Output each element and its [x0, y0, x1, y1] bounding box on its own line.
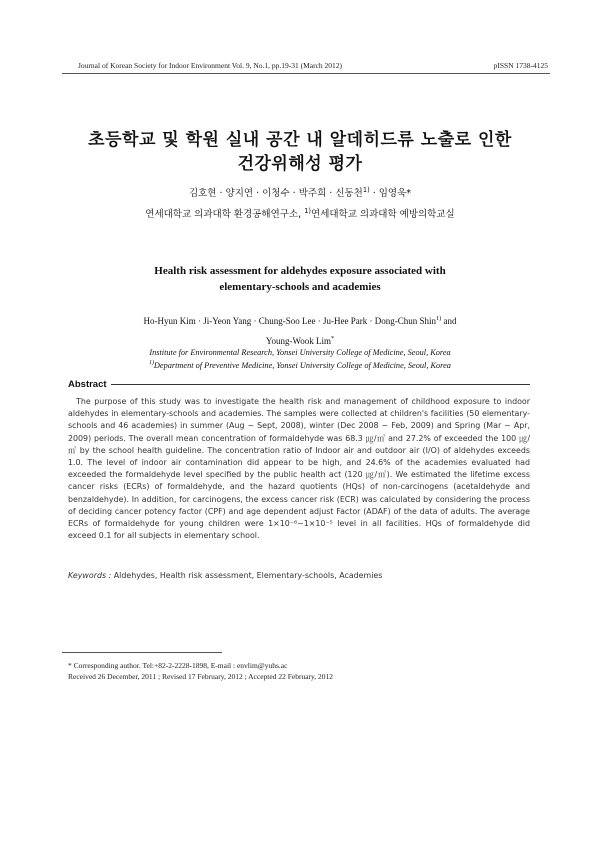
korean-affiliation	[40, 206, 560, 220]
english-affil-line2: Department of Preventive Medicine, Yonsei University College of Medicine, Seoul, Korea	[153, 360, 451, 370]
abstract-text: The purpose of this study was to investigate the health risk and management of childhood exposure to indoor aldehydes in elementary-schools and academies. The samples were collected at children's facilities (50 elementary-schools and 46 academies) in summer (Aug ~ Sept, 2008), winter (Dec 2008 ~ Feb, 2009) and Spring (Mar ~ Apr, 2009) periods. The overall mean concentration of formaldehyde was 68.3 ㎍/㎥ and 27.2% of exceeded the 100 ㎍/㎥ by the school health guideline. The concentration ratio of Indoor air and outdoor air (I/O) of aldehydes exceeds 1.0. The level of indoor air contamination did appear to be high, and 24.6% of the academies evaluated had exceeded the formaldehyde level specified by the public health act (120 ㎍/㎥). We estimated the lifetime excess cancer risks (ECRs) of formaldehyde, and the hazard quotients (HQs) of non-carcinogens (acetaldehyde and benzaldehyde). In addition, for carcinogens, the excess cancer risk (ECR) was calculated by considering the process of deciding cancer potency factor (CPF) and age dependent adjust Factor (ADAF) of the data of adults. The average ECRs of formaldehyde for young children were 1×10⁻⁶~1×10⁻⁵ level in all facilities. HQs of formaldehyde did exceed 0.1 for all subjects in elementary school.	[68, 397, 530, 541]
korean-authors-text: 김호현 · 양지연 · 이청수 · 박주희 · 신동천	[188, 188, 363, 199]
english-affil-line2-wrap	[60, 358, 540, 371]
english-authors-and: and	[441, 316, 457, 326]
abstract-label: Abstract	[68, 378, 107, 390]
abstract-heading	[68, 377, 530, 391]
footnote-divider	[62, 652, 222, 653]
korean-authors-last: · 임영욱*	[369, 188, 412, 199]
english-authors-sup: 1)	[436, 315, 442, 322]
header-divider	[62, 73, 550, 74]
korean-affil-sup: 1)	[304, 206, 312, 215]
english-authors-line1	[60, 310, 540, 330]
english-affiliation	[60, 347, 540, 371]
received-dates: Received 26 December, 2011 ; Revised 17 February, 2012 ; Accepted 22 February, 2012	[68, 672, 334, 681]
english-title	[60, 263, 540, 295]
english-affil-line1: Institute for Environmental Research, Yonsei University College of Medicine, Seoul, Korea	[149, 348, 451, 357]
abstract-divider	[111, 384, 530, 385]
issn-header: pISSN 1738-4125	[493, 61, 548, 70]
english-title-line2: elementary-schools and academies	[219, 281, 381, 293]
korean-authors	[40, 185, 560, 199]
english-affil-sup: 1)	[149, 360, 154, 366]
footnote	[68, 660, 538, 682]
korean-title-line2: 건강위해성 평가	[237, 154, 363, 174]
english-authors	[60, 310, 540, 350]
english-authors-star: *	[330, 335, 335, 342]
corresponding-author: * Corresponding author. Tel:+82-2-2228-1898, E-mail : envlim@yuhs.ac	[68, 661, 288, 670]
korean-affil-2: 연세대학교 의과대학 예방의학교실	[311, 209, 455, 220]
keywords-label: Keywords :	[68, 571, 112, 580]
korean-title	[40, 128, 560, 176]
journal-header: Journal of Korean Society for Indoor Environment Vol. 9, No.1, pp.19-31 (March 2012)	[78, 61, 343, 70]
korean-title-line1: 초등학교 및 학원 실내 공간 내 알데히드류 노출로 인한	[88, 130, 512, 150]
keywords	[68, 571, 530, 580]
korean-affil-1: 연세대학교 의과대학 환경공해연구소,	[145, 209, 305, 220]
english-authors-text: Ho-Hyun Kim · Ji-Yeon Yang · Chung-Soo Lee · Ju-Hee Park · Dong-Chun Shin	[143, 316, 437, 326]
english-title-line1: Health risk assessment for aldehydes exposure associated with	[154, 265, 446, 277]
keywords-text: Aldehydes, Health risk assessment, Elementary-schools, Academies	[111, 571, 383, 580]
korean-authors-sup: 1)	[362, 185, 370, 194]
english-authors-last: Young-Wook Lim	[265, 336, 331, 346]
